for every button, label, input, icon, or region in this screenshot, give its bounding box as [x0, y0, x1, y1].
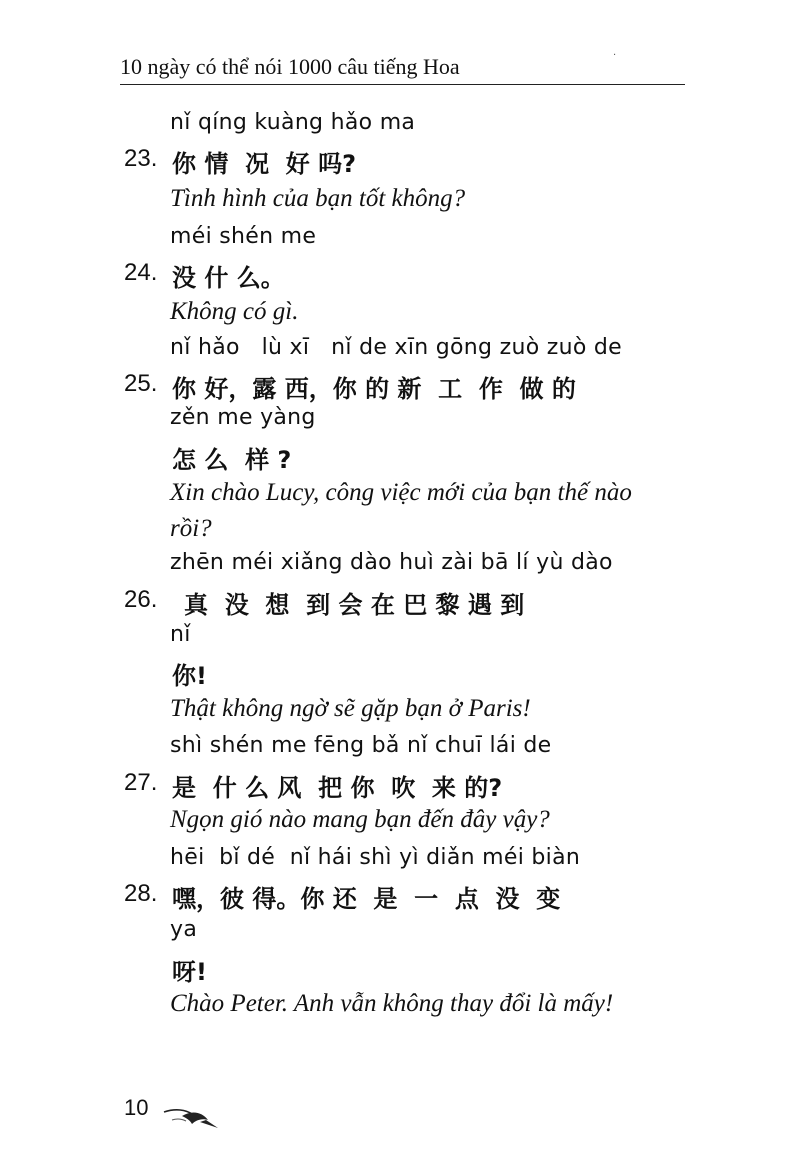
hanzi-line: 你 好，露 西，你 的 新 工 作 做 的	[172, 375, 576, 403]
hanzi-line: 没 什 么。	[172, 264, 285, 292]
hanzi-line: 是 什 么 风 把 你 吹 来 的?	[172, 774, 503, 802]
entry-number: 25.	[124, 370, 158, 397]
header-speck: ·	[613, 50, 617, 61]
swallow-ornament-icon	[162, 1100, 222, 1130]
pinyin-line: méi shén me	[170, 224, 317, 249]
pinyin-line: zěn me yàng	[170, 405, 316, 430]
hanzi-line: 真 没 想 到 会 在 巴 黎 遇 到	[184, 591, 525, 619]
hanzi-line: 呀!	[172, 958, 207, 986]
entry-number: 23.	[124, 145, 158, 172]
page-number: 10	[124, 1095, 149, 1120]
pinyin-line: nǐ qíng kuàng hǎo ma	[170, 110, 416, 135]
running-header	[120, 50, 685, 85]
hanzi-line: 你 情 况 好 吗?	[172, 150, 357, 178]
vietnamese-translation: Chào Peter. Anh vẫn không thay đổi là mấy!	[170, 990, 614, 1017]
pinyin-line: zhēn méi xiǎng dào huì zài bā lí yù dào	[170, 550, 613, 575]
pinyin-line: nǐ hǎo lù xī nǐ de xīn gōng zuò zuò de	[170, 335, 622, 360]
vietnamese-translation: Không có gì.	[170, 298, 299, 325]
hanzi-line: 嘿，彼 得。你 还 是 一 点 没 变	[172, 885, 561, 913]
pinyin-line: shì shén me fēng bǎ nǐ chuī lái de	[170, 733, 552, 758]
vietnamese-translation: rồi?	[170, 515, 212, 542]
vietnamese-translation: Thật không ngờ sẽ gặp bạn ở Paris!	[170, 695, 531, 722]
pinyin-line: nǐ	[170, 622, 191, 647]
pinyin-line: ya	[170, 917, 198, 942]
book-title: 10 ngày có thể nói 1000 câu tiếng Hoa	[120, 54, 460, 79]
entry-number: 26.	[124, 586, 158, 613]
pinyin-line: hēi bǐ dé nǐ hái shì yì diǎn méi biàn	[170, 845, 581, 870]
vietnamese-translation: Ngọn gió nào mang bạn đến đây vậy?	[170, 806, 550, 833]
entry-number: 24.	[124, 259, 158, 286]
entry-number: 27.	[124, 769, 158, 796]
hanzi-line: 怎 么 样 ?	[172, 446, 292, 474]
vietnamese-translation: Tình hình của bạn tốt không?	[170, 185, 466, 212]
hanzi-line: 你!	[172, 662, 207, 690]
entry-number: 28.	[124, 880, 158, 907]
vietnamese-translation: Xin chào Lucy, công việc mới của bạn thế nào	[170, 479, 632, 506]
